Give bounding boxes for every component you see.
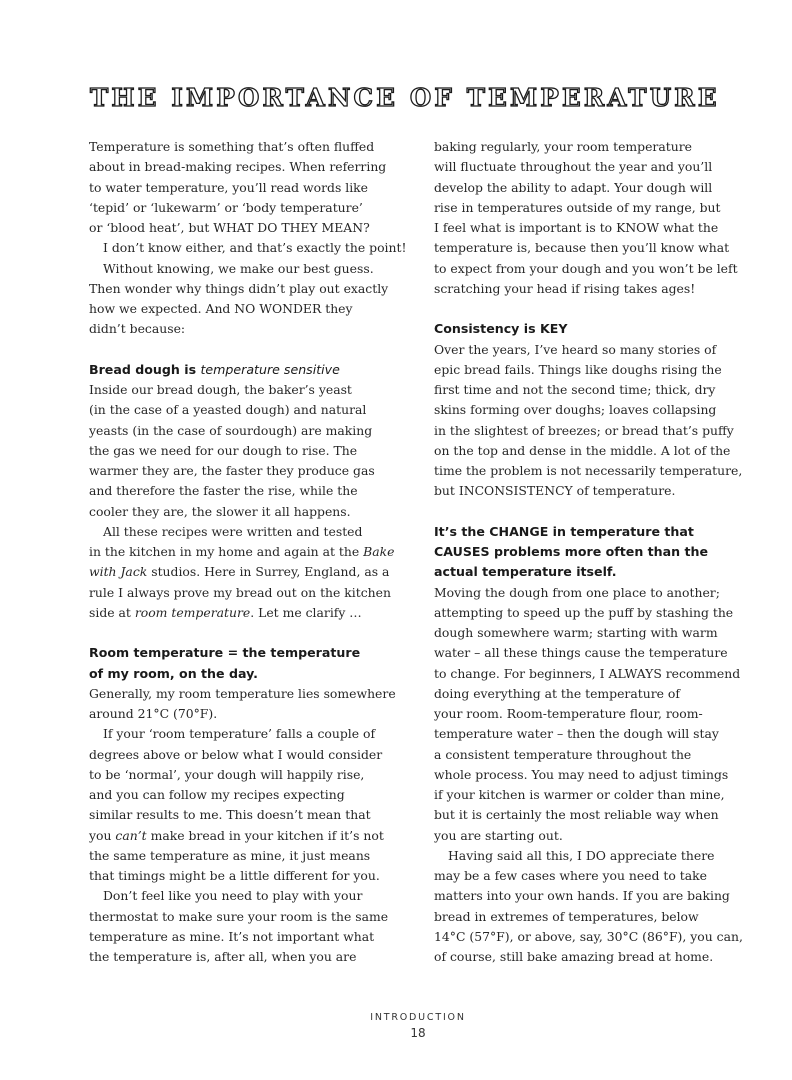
- body-line: degrees above or below what I would consider: [89, 746, 383, 762]
- body-line: first time and not the second time; thick, dry: [434, 382, 716, 397]
- body-line: Don’t feel like you need to play with your: [103, 888, 363, 904]
- body-line: on the top and dense in the middle. A lot of the: [434, 442, 731, 458]
- body-line: Moving the dough from one place to another;: [434, 584, 720, 600]
- body-line: thermostat to make sure your room is the same: [89, 908, 389, 924]
- body-line: temperature water – then the dough will stay: [434, 726, 719, 742]
- body-line: skins forming over doughs; loaves collapsing: [434, 402, 717, 418]
- italic-run: room temperature: [134, 604, 251, 620]
- body-line: warmer they are, the faster they produce gas: [89, 463, 375, 478]
- body-line: rule I always prove my bread out on the kitchen: [89, 584, 391, 600]
- body-line: scratching your head if rising takes ages!: [434, 280, 696, 296]
- body-line: 14°C (57°F), or above, say, 30°C (86°F), you can,: [434, 928, 743, 944]
- page-footer: [0, 1011, 792, 1041]
- body-line: to expect from your dough and you won’t be left: [434, 260, 738, 276]
- page-title: THE IMPORTANCE OF TEMPERATURE: [90, 83, 720, 112]
- heading-emphasis: temperature sensitive: [200, 361, 340, 377]
- body-line: the temperature is, after all, when you are: [89, 949, 357, 964]
- body-line: If your ‘room temperature’ falls a couple of: [103, 726, 376, 742]
- italic-run: can’t: [115, 827, 147, 843]
- paragraph-spacer: [89, 340, 409, 360]
- body-line: your room. Room-temperature flour, room-: [434, 706, 703, 721]
- body-line: of course, still bake amazing bread at home.: [434, 949, 714, 964]
- body-line: [89, 603, 409, 623]
- right-column: [434, 137, 750, 967]
- body-line: matters into your own hands. If you are baking: [434, 888, 730, 904]
- italic-run: with Jack: [89, 564, 148, 580]
- body-line: doing everything at the temperature of: [434, 685, 680, 701]
- paragraph-spacer: [434, 299, 750, 319]
- body-line: didn’t because:: [89, 321, 186, 337]
- body-line: Temperature is something that’s often fluffed: [89, 139, 375, 154]
- body-line: you are starting out.: [434, 827, 563, 843]
- text-run: studios. Here in Surrey, England, as a: [147, 564, 390, 580]
- body-line: I don’t know either, and that’s exactly the point!: [103, 240, 407, 256]
- section-heading: Room temperature = the temperature: [89, 645, 361, 661]
- body-line: temperature is, because then you’ll know what: [434, 240, 730, 256]
- section-heading: Consistency is KEY: [434, 321, 568, 337]
- body-line: similar results to me. This doesn’t mean that: [89, 807, 371, 823]
- body-line: All these recipes were written and tested: [103, 523, 363, 539]
- section-heading: CAUSES problems more often than the: [434, 544, 709, 559]
- body-line: time the problem is not necessarily temperature,: [434, 463, 743, 478]
- text-run: in the kitchen in my home and again at the: [89, 544, 364, 559]
- body-line: [89, 826, 409, 846]
- body-line: epic bread fails. Things like doughs rising the: [434, 361, 722, 377]
- body-line: and therefore the faster the rise, while the: [89, 483, 358, 499]
- body-line: (in the case of a yeasted dough) and natural: [89, 402, 367, 418]
- body-line: develop the ability to adapt. Your dough will: [434, 179, 713, 195]
- body-line: bread in extremes of temperatures, below: [434, 908, 699, 924]
- body-line: Inside our bread dough, the baker’s yeast: [89, 382, 352, 397]
- body-line: I feel what is important is to KNOW what the: [434, 220, 719, 235]
- body-line: in the slightest of breezes; or bread that’s puffy: [434, 422, 734, 438]
- text-run: you: [89, 827, 116, 843]
- body-line: the same temperature as mine, it just means: [89, 847, 371, 863]
- heading-text: Bread dough is: [89, 361, 201, 377]
- text-run: . Let me clarify …: [250, 604, 362, 620]
- body-line: [89, 562, 409, 582]
- body-line: but it is certainly the most reliable way when: [434, 807, 719, 823]
- body-line: Having said all this, I DO appreciate there: [448, 847, 715, 863]
- body-line: about in bread-making recipes. When referring: [89, 159, 387, 175]
- body-line: baking regularly, your room temperature: [434, 139, 692, 154]
- body-line: yeasts (in the case of sourdough) are making: [89, 422, 373, 438]
- body-line: Then wonder why things didn’t play out exactly: [89, 280, 389, 296]
- body-line: Generally, my room temperature lies somewhere: [89, 685, 396, 701]
- text-run: side at: [89, 604, 135, 620]
- section-heading: actual temperature itself.: [434, 564, 617, 580]
- body-line: or ‘blood heat’, but WHAT DO THEY MEAN?: [89, 220, 370, 235]
- body-line: and you can follow my recipes expecting: [89, 787, 345, 802]
- body-line: cooler they are, the slower it all happens.: [89, 503, 351, 519]
- section-label: INTRODUCTION: [370, 1012, 466, 1023]
- body-line: that timings might be a little different for you.: [89, 868, 380, 883]
- section-heading: of my room, on the day.: [89, 665, 258, 681]
- body-line: to change. For beginners, I ALWAYS recommend: [434, 665, 741, 681]
- body-line: temperature as mine. It’s not important what: [89, 928, 375, 944]
- body-line: but INCONSISTENCY of temperature.: [434, 483, 676, 499]
- body-line: [89, 542, 409, 562]
- body-line: to be ‘normal’, your dough will happily rise,: [89, 766, 365, 782]
- body-line: may be a few cases where you need to take: [434, 868, 707, 883]
- section-heading: [89, 360, 409, 380]
- body-line: water – all these things cause the temperature: [434, 645, 728, 661]
- body-line: attempting to speed up the puff by stashing the: [434, 604, 734, 620]
- body-line: will fluctuate throughout the year and you’ll: [434, 159, 713, 175]
- body-line: Without knowing, we make our best guess.: [103, 260, 374, 276]
- body-line: if your kitchen is warmer or colder than mine,: [434, 787, 725, 802]
- text-run: make bread in your kitchen if it’s not: [146, 827, 384, 843]
- paragraph-spacer: [89, 623, 409, 643]
- left-column: [89, 137, 409, 967]
- body-line: around 21°C (70°F).: [89, 706, 218, 721]
- body-line: Over the years, I’ve heard so many stories of: [434, 341, 717, 357]
- body-line: rise in temperatures outside of my range, but: [434, 199, 721, 215]
- body-line: the gas we need for our dough to rise. The: [89, 442, 358, 458]
- body-line: a consistent temperature throughout the: [434, 746, 692, 762]
- body-line: to water temperature, you’ll read words like: [89, 179, 369, 195]
- body-line: ‘tepid’ or ‘lukewarm’ or ‘body temperature’: [89, 199, 363, 215]
- italic-run: Bake: [363, 544, 395, 559]
- section-heading: It’s the CHANGE in temperature that: [434, 523, 694, 539]
- body-line: how we expected. And NO WONDER they: [89, 301, 353, 316]
- page-number: 18: [410, 1026, 426, 1040]
- body-line: dough somewhere warm; starting with warm: [434, 625, 718, 640]
- body-line: whole process. You may need to adjust timings: [434, 766, 729, 782]
- paragraph-spacer: [434, 502, 750, 522]
